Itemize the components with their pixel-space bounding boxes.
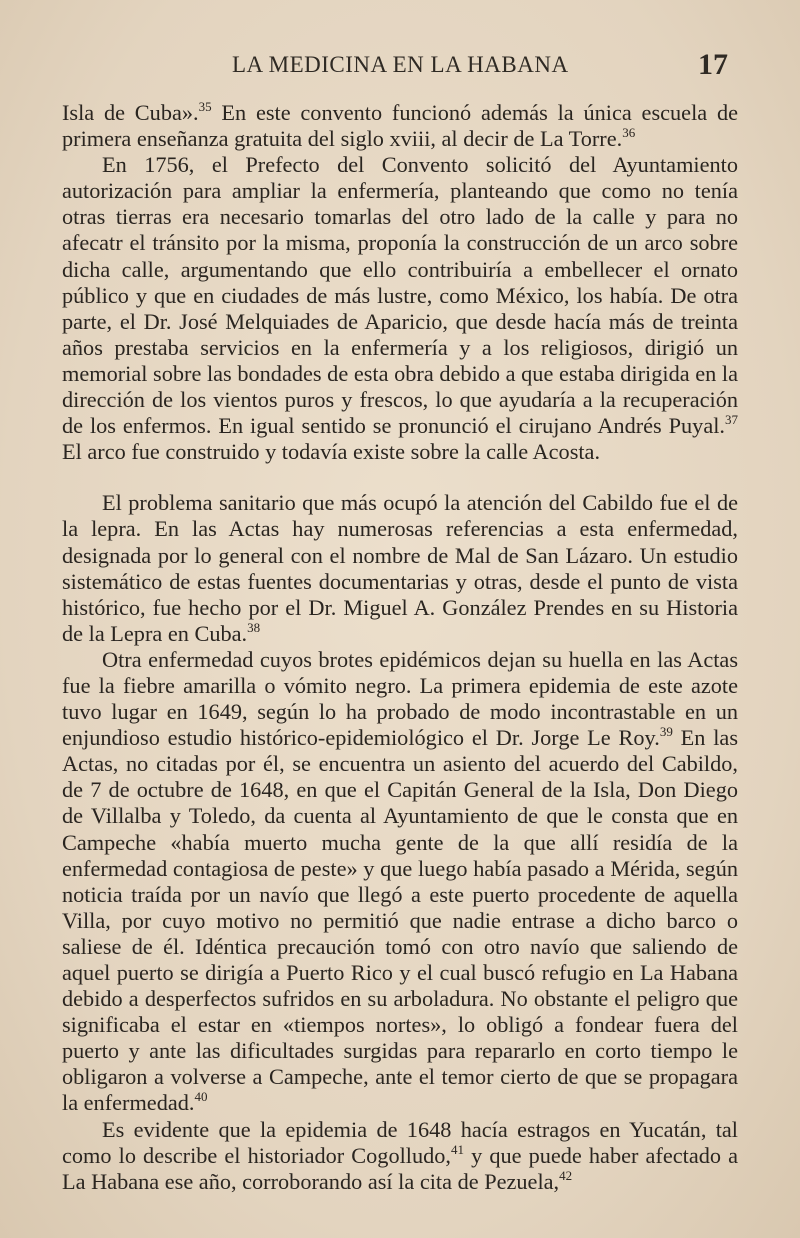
- paragraph-5-text-cont: y que puede haber afectado a La Habana ese año, corroborando así la cita de Pezuela,: [62, 1142, 738, 1194]
- paragraph-1-text-cont: En este convento funcionó además la única escuela de primera enseñanza gratuita del siglo xviii, al decir de La Torre.: [62, 100, 738, 152]
- paragraph-4: [62, 647, 738, 1117]
- paragraph-4-text-cont: En las Actas, no citadas por él, se encuentra un asiento del acuerdo del Cabildo, de 7 de octubre de 1648, en que el Capitán General de la Isla, Don Diego de Villalba y Toledo, da cuenta al Ayuntamiento de que le consta que en Campeche «había muerto mucha gente de la que allí residía de la enfermedad contagiosa de peste» y que luego había pasado a Mérida, según noticia traída por un navío que llegó a este puerto procedente de aquella Villa, por cuyo motivo no permitió que nadie entrase a dicho barco o saliese de él. Idéntica precaución tomó con otro navío que saliendo de aquel puerto se dirigía a Puerto Rico y el cual buscó refugio en La Habana debido a desperfectos sufridos en su arboladura. No obstante el peligro que significaba el estar en «tiempos nortes», lo obligó a fondear fuera del puerto y ante las dificultades surgidas para repararlo en corto tiempo le obligaron a volverse a Campeche, ante el temor cierto de que se propagara la enfermedad.: [62, 725, 739, 1116]
- paragraph-1: [62, 100, 738, 152]
- footnote-ref-35: 35: [198, 99, 212, 114]
- footnote-ref-39: 39: [659, 724, 673, 740]
- running-head: [0, 48, 800, 92]
- running-title: LA MEDICINA EN LA HABANA: [232, 52, 569, 77]
- page-number: 17: [698, 48, 728, 81]
- paragraph-3-text: El problema sanitario que más ocupó la atención del Cabildo fue el de la lepra. En las Actas hay numerosas referencias a esta enfermedad, designada por lo general con el nombre de Mal de San Lázaro. Un estudio sistemático de estas fuentes documentarias y otras, desde el punto de vista histórico, fue hecho por el Dr. Miguel A. González Prendes en su Historia de la Lepra en Cuba.: [62, 490, 738, 646]
- paragraph-4-text: Otra enfermedad cuyos brotes epidémicos dejan su huella en las Actas fue la fiebre amarilla o vómito negro. La primera epidemia de este azote tuvo lugar en 1649, según lo ha probado de modo incontrastable en un enjundioso estudio histórico-epidemiológico el Dr. Jorge Le Roy.: [62, 646, 738, 751]
- paragraph-2-text: En 1756, el Prefecto del Convento solicitó del Ayuntamiento autorización para ampliar la enfermería, planteando que como no tenía otras tierras era necesario tomarlas del otro lado de la calle y para no afecatr el tránsito por la misma, proponía la construcción de un arco sobre dicha calle, argumentando que ello contribuiría a embellecer el ornato público y que en ciudades de más lustre, como México, los había. De otra parte, el Dr. José Melquiades de Aparicio, que desde hacía más de treinta años prestaba servicios en la enfermería y a los religiosos, dirigió un memorial sobre las bondades de esta obra debido a que estaba dirigida en la dirección de los vientos puros y frescos, lo que ayudaría a la recuperación de los enfermos. En igual sentido se pronunció el cirujano Andrés Puyal.: [62, 152, 738, 439]
- paragraph-5: [62, 1117, 738, 1195]
- footnote-ref-38: 38: [247, 619, 261, 635]
- footnote-ref-37: 37: [725, 412, 738, 428]
- footnote-ref-41: 41: [451, 1141, 464, 1157]
- footnote-ref-42: 42: [559, 1167, 573, 1183]
- footnote-ref-36: 36: [622, 125, 636, 141]
- footnote-ref-40: 40: [194, 1089, 208, 1105]
- paragraph-2-text-cont: El arco fue construido y todavía existe sobre la calle Acosta.: [62, 439, 601, 465]
- paragraph-3: [62, 490, 738, 647]
- paragraph-1-text: Isla de Cuba».: [62, 100, 199, 125]
- paragraph-5-text: Es evidente que la epidemia de 1648 hacía estragos en Yucatán, tal como lo describe el historiador Cogolludo,: [62, 1116, 738, 1168]
- paragraph-2: [62, 152, 738, 465]
- body-text: [62, 100, 738, 1195]
